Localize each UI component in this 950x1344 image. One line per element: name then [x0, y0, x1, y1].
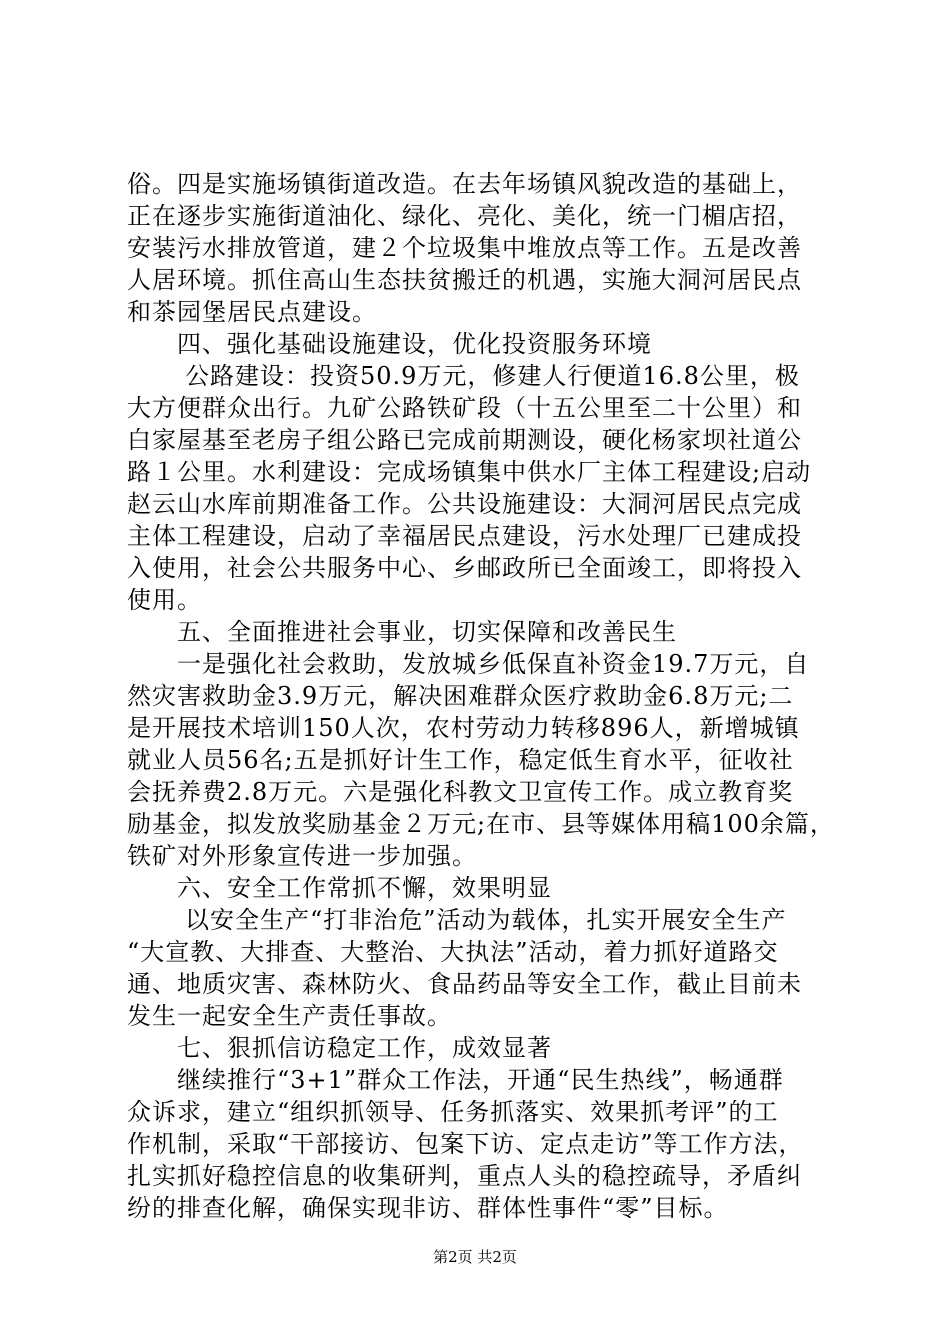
text-line: 和茶园堡居民点建设。: [127, 298, 377, 326]
text-line: 会抚养费2.8万元。六是强化科教文卫宣传工作。成立教育奖: [127, 778, 794, 806]
text-line: 路１公里。水利建设：完成场镇集中供水厂主体工程建设;启动: [127, 458, 812, 486]
text-line: 正在逐步实施街道油化、绿化、亮化、美化，统一门楣店招，: [127, 202, 802, 230]
text-line: 大方便群众出行。九矿公路铁矿段（十五公里至二十公里）和: [127, 394, 802, 422]
text-line: 俗。四是实施场镇街道改造。在去年场镇风貌改造的基础上，: [127, 170, 802, 198]
text-line: 白家屋基至老房子组公路已完成前期测设，硬化杨家坝社道公: [127, 426, 802, 454]
section-heading: 五、全面推进社会事业，切实保障和改善民生: [177, 618, 677, 646]
text-line: 赵云山水库前期准备工作。公共设施建设：大洞河居民点完成: [127, 490, 802, 518]
text-line: 扎实抓好稳控信息的收集研判，重点人头的稳控疏导，矛盾纠: [127, 1162, 802, 1190]
text-line: 就业人员56名;五是抓好计生工作，稳定低生育水平，征收社: [127, 746, 794, 774]
text-line: 以安全生产“打非治危”活动为载体，扎实开展安全生产: [185, 906, 787, 934]
text-line: “大宣教、大排查、大整治、大执法”活动，着力抓好道路交: [127, 938, 779, 966]
text-line: 使用。: [127, 586, 202, 614]
text-line: 纷的排查化解，确保实现非访、群体性事件“零”目标。: [127, 1194, 729, 1222]
text-line: 发生一起安全生产责任事故。: [127, 1002, 452, 1030]
text-line: 继续推行“3+1”群众工作法，开通“民生热线”，畅通群: [177, 1066, 784, 1094]
page-number-footer: 第2页 共2页: [433, 1248, 517, 1266]
text-line: 一是强化社会救助，发放城乡低保直补资金19.7万元，自: [177, 650, 810, 678]
text-line: 励基金，拟发放奖励基金２万元;在市、县等媒体用稿100余篇，: [127, 810, 835, 838]
text-line: 铁矿对外形象宣传进一步加强。: [127, 842, 477, 870]
text-line: 主体工程建设，启动了幸福居民点建设，污水处理厂已建成投: [127, 522, 802, 550]
text-line: 通、地质灾害、森林防火、食品药品等安全工作，截止目前未: [127, 970, 802, 998]
section-heading: 七、狠抓信访稳定工作，成效显著: [177, 1034, 552, 1062]
section-heading: 六、安全工作常抓不懈，效果明显: [177, 874, 552, 902]
text-line: 公路建设：投资50.9万元，修建人行便道16.8公里，极: [185, 362, 800, 390]
text-line: 入使用，社会公共服务中心、乡邮政所已全面竣工，即将投入: [127, 554, 802, 582]
text-line: 作机制，采取“干部接访、包案下访、定点走访”等工作方法，: [127, 1130, 804, 1158]
text-line: 是开展技术培训150人次，农村劳动力转移896人，新增城镇: [127, 714, 800, 742]
text-line: 然灾害救助金3.9万元，解决困难群众医疗救助金6.8万元;二: [127, 682, 794, 710]
section-heading: 四、强化基础设施建设，优化投资服务环境: [177, 330, 652, 358]
text-line: 众诉求，建立“组织抓领导、任务抓落实、效果抓考评”的工: [127, 1098, 779, 1126]
text-line: 人居环境。抓住高山生态扶贫搬迁的机遇，实施大洞河居民点: [127, 266, 802, 294]
text-line: 安装污水排放管道，建２个垃圾集中堆放点等工作。五是改善: [127, 234, 802, 262]
